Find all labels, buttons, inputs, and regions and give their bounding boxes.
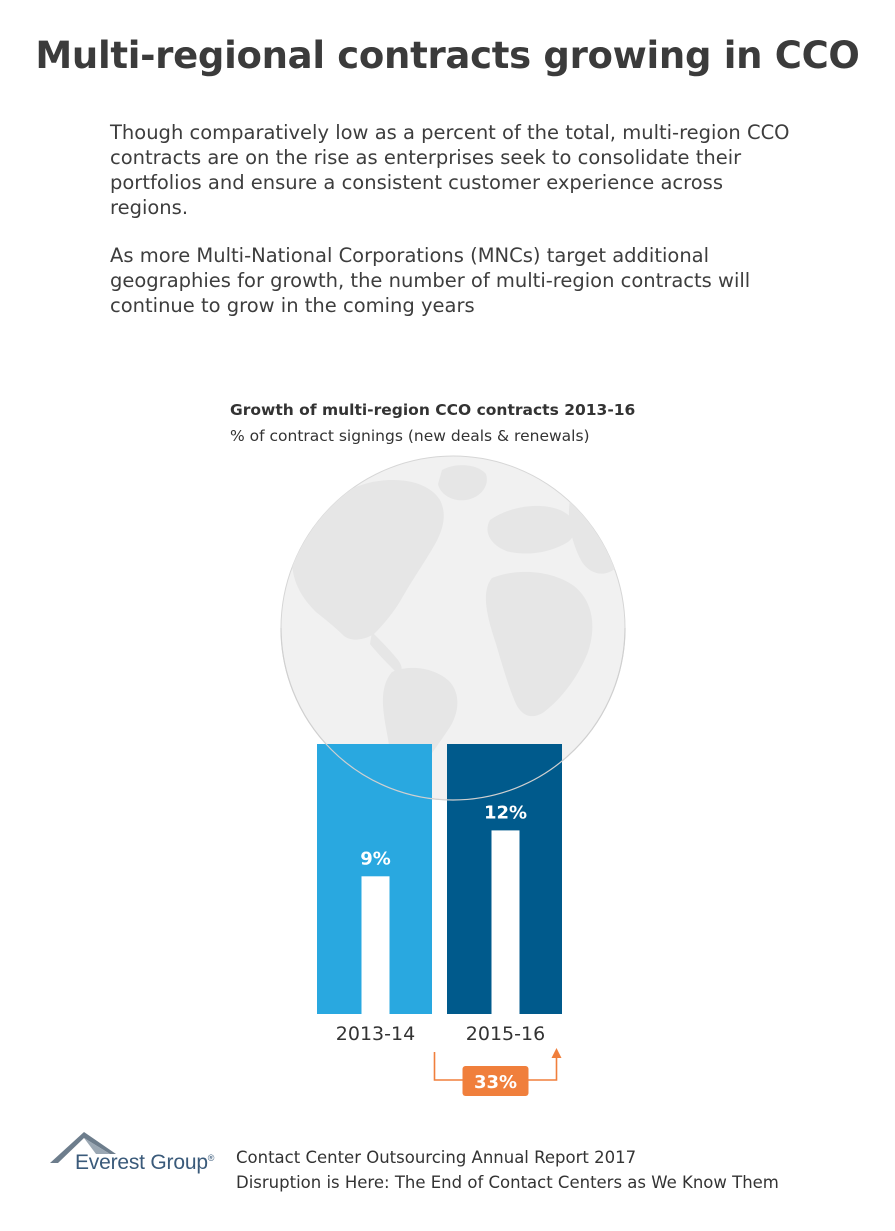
page-title: Multi-regional contracts growing in CCO: [35, 34, 860, 77]
logo-text: [75, 1151, 214, 1175]
logo-registered-mark: ®: [207, 1153, 215, 1163]
chart-subtitle: % of contract signings (new deals & renewals): [230, 427, 590, 445]
chart-title: Growth of multi-region CCO contracts 2013-16: [230, 401, 636, 419]
data-label-2015-16: 12%: [483, 802, 528, 824]
intro-paragraph: Though comparatively low as a percent of the total, multi-region CCO contracts are on the rise as enterprises seek to consolidate their portfolios and ensure a consistent customer experience across regions.: [110, 121, 790, 219]
bar-2015-16: [492, 830, 520, 1014]
growth-indicator: [435, 1048, 562, 1096]
data-label-2013-14: 9%: [360, 848, 391, 870]
outlook-paragraph: As more Multi-National Corporations (MNCs) target additional geographies for growth, the number of multi-region contracts will continue to grow in the coming years: [110, 244, 751, 317]
growth-label: 33%: [473, 1072, 518, 1093]
category-label-2015-16: 2015-16: [465, 1023, 546, 1045]
logo-name: Everest Group: [75, 1151, 208, 1174]
growth-arrow-head: [552, 1048, 562, 1058]
footer-report-title: Contact Center Outsourcing Annual Report 2017: [236, 1148, 637, 1167]
footer-report-subtitle: Disruption is Here: The End of Contact Centers as We Know Them: [236, 1173, 779, 1192]
bar-2013-14: [362, 876, 390, 1014]
category-label-2013-14: 2013-14: [335, 1023, 416, 1045]
